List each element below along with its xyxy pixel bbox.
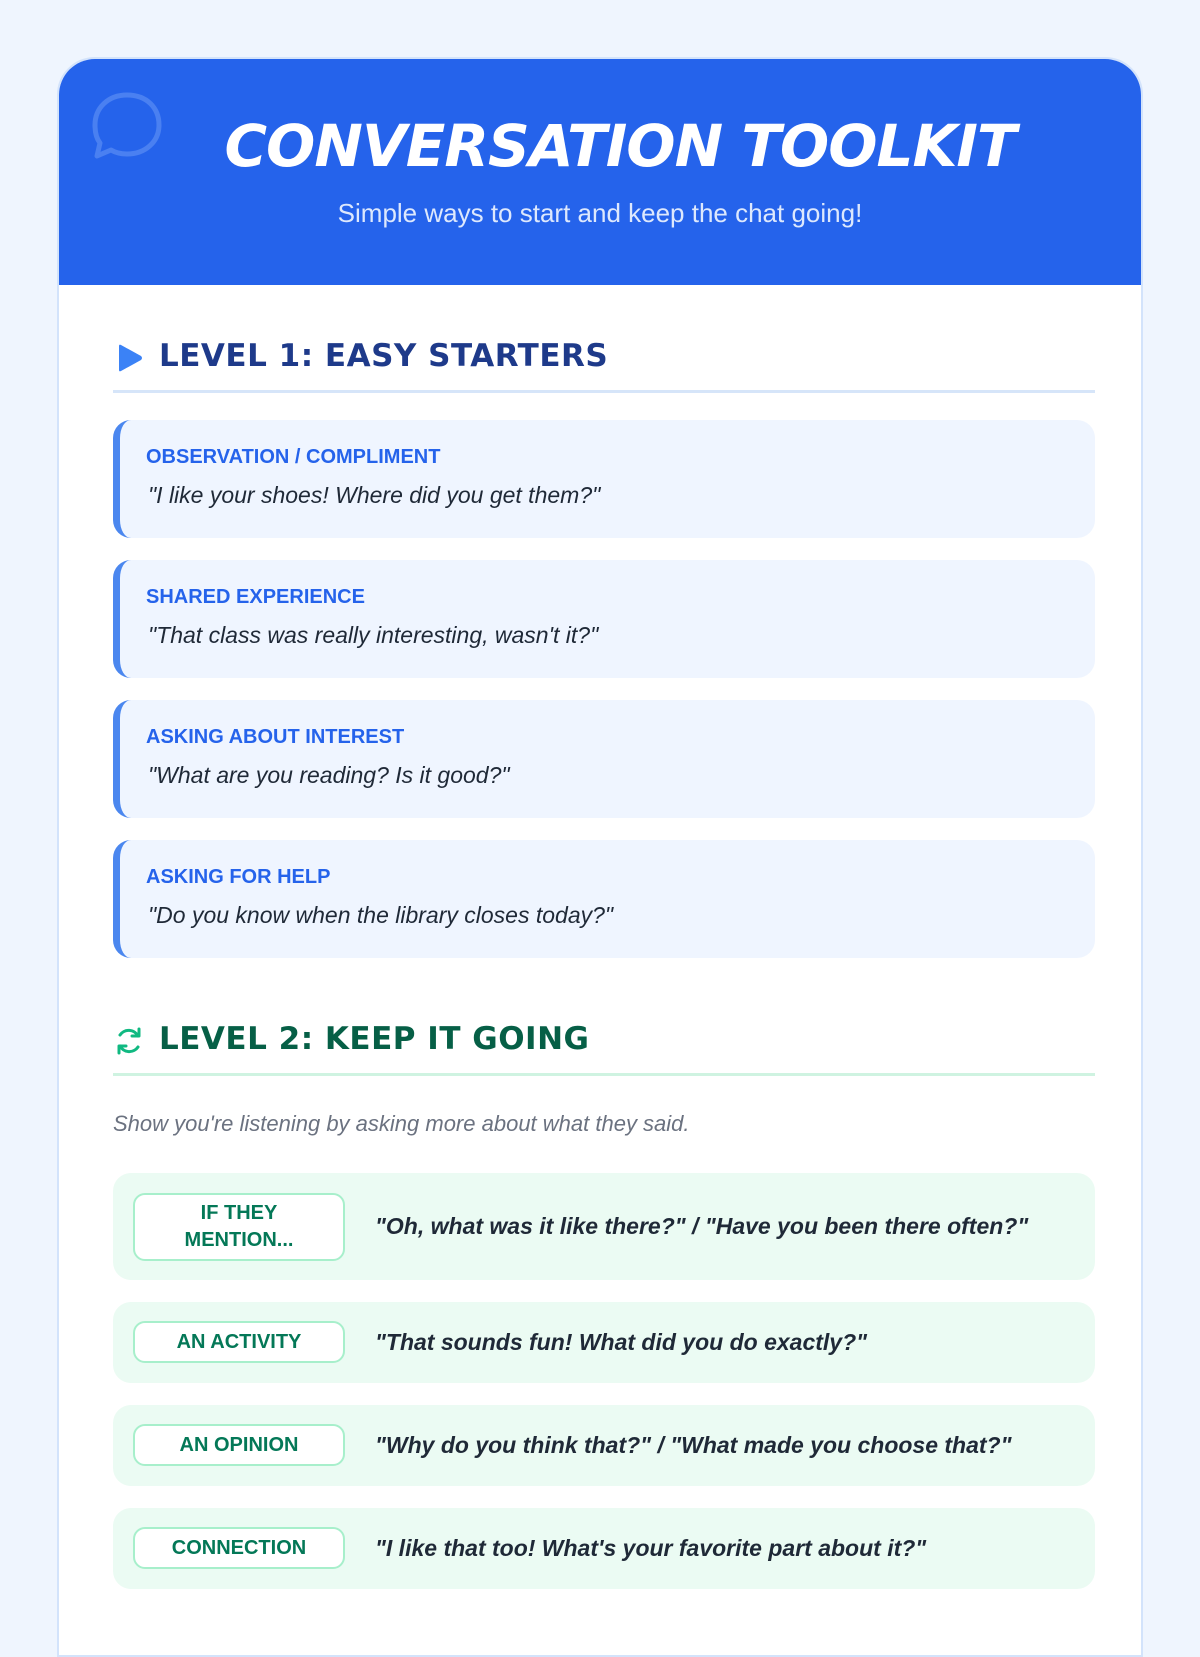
starter-card — [113, 700, 1095, 818]
header-banner — [59, 59, 1141, 285]
starter-label: ASKING ABOUT INTEREST — [146, 726, 405, 748]
page-subtitle: Simple ways to start and keep the chat going! — [337, 198, 863, 228]
follow-up-quote: "That sounds fun! What did you do exactly?" — [375, 1329, 868, 1355]
page-title: CONVERSATION TOOLKIT — [224, 112, 1016, 180]
level1-title: LEVEL 1: EASY STARTERS — [159, 338, 609, 374]
starter-quote: "I like your shoes! Where did you get them?" — [148, 482, 601, 508]
toolkit-card — [57, 57, 1143, 1657]
trigger-tag: AN OPINION — [133, 1424, 345, 1466]
trigger-tag-line: IF THEY — [200, 1202, 278, 1224]
level2-title: LEVEL 2: KEEP IT GOING — [159, 1021, 590, 1057]
follow-up-row — [113, 1508, 1095, 1589]
follow-up-quote: "I like that too! What's your favorite part about it?" — [375, 1535, 927, 1561]
starter-label: ASKING FOR HELP — [146, 866, 331, 888]
trigger-tag: AN ACTIVITY — [133, 1321, 345, 1363]
follow-up-quote: "Why do you think that?" / "What made you choose that?" — [375, 1432, 1012, 1458]
starter-card — [113, 420, 1095, 538]
follow-up-quote: "Oh, what was it like there?" / "Have you been there often?" — [375, 1213, 1029, 1239]
starter-quote: "What are you reading? Is it good?" — [148, 762, 510, 788]
refresh-icon — [113, 1025, 145, 1057]
starter-card — [113, 560, 1095, 678]
trigger-tag — [133, 1193, 345, 1261]
starter-label: OBSERVATION / COMPLIMENT — [146, 446, 441, 468]
level2-header — [113, 1017, 1095, 1076]
level1-header — [113, 334, 1095, 393]
starter-quote: "Do you know when the library closes today?" — [148, 902, 614, 928]
follow-up-row — [113, 1302, 1095, 1383]
follow-up-row — [113, 1405, 1095, 1486]
trigger-tag: CONNECTION — [133, 1527, 345, 1569]
play-icon — [113, 342, 145, 374]
starter-label: SHARED EXPERIENCE — [146, 586, 365, 608]
follow-up-row — [113, 1173, 1095, 1280]
starter-quote: "That class was really interesting, wasn't it?" — [148, 622, 599, 648]
trigger-tag-line: MENTION... — [184, 1229, 294, 1251]
level2-hint: Show you're listening by asking more about what they said. — [113, 1111, 690, 1136]
starter-card — [113, 840, 1095, 958]
